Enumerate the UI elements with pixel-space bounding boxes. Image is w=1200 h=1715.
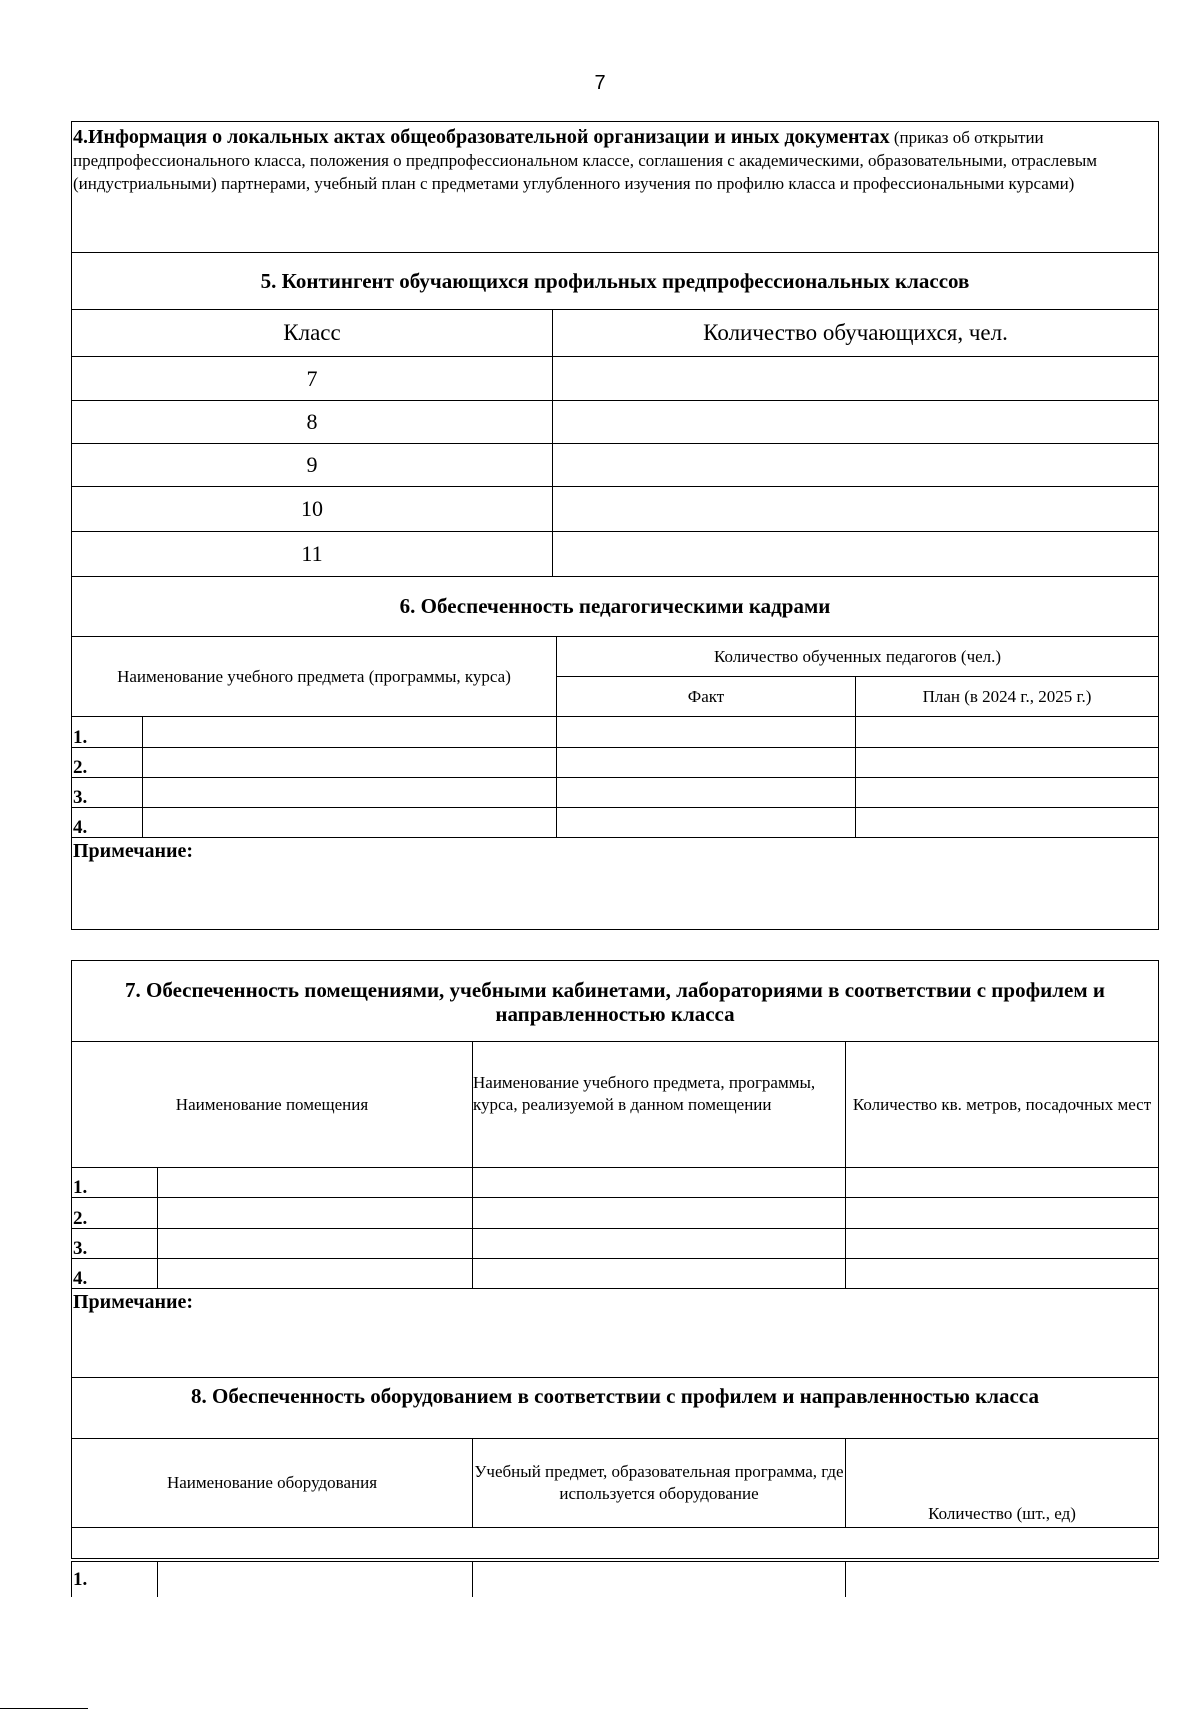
section7-col-area: Количество кв. метров, посадочных мест <box>846 1042 1159 1168</box>
section7-subject-cell[interactable] <box>473 1259 846 1289</box>
section5-col-class: Класс <box>72 310 553 357</box>
section7-subject-cell[interactable] <box>473 1229 846 1259</box>
section8-title: 8. Обеспеченность оборудованием в соответствии с профилем и направленностью класса <box>72 1378 1159 1439</box>
section8-row-number: 1. <box>72 1562 158 1597</box>
section7-row <box>72 1229 1159 1259</box>
section7-room-cell[interactable] <box>158 1168 473 1198</box>
section5-count-cell[interactable] <box>553 401 1159 444</box>
section8-col-qty: Количество (шт., ед) <box>846 1439 1159 1528</box>
section6-subject-cell[interactable] <box>143 717 557 748</box>
section5-title: 5. Контингент обучающихся профильных предпрофессиональных классов <box>72 253 1159 310</box>
section6-row-number: 3. <box>72 778 143 808</box>
section8-col-equipment: Наименование оборудования <box>72 1439 473 1528</box>
section6-col-trained: Количество обученных педагогов (чел.) <box>557 637 1159 677</box>
section6-plan-cell[interactable] <box>856 748 1159 778</box>
section6-fact-cell[interactable] <box>557 778 856 808</box>
section8-spacer-row <box>72 1528 1159 1559</box>
section7-row-number: 3. <box>72 1229 158 1259</box>
section6-row-number: 2. <box>72 748 143 778</box>
section6-col-plan: План (в 2024 г., 2025 г.) <box>856 677 1159 717</box>
page-edge-mark <box>0 1708 88 1709</box>
section5-class-cell: 7 <box>72 357 553 401</box>
section6-row-number: 1. <box>72 717 143 748</box>
section7-subject-cell[interactable] <box>473 1198 846 1229</box>
section7-subject-cell[interactable] <box>473 1168 846 1198</box>
section7-room-cell[interactable] <box>158 1259 473 1289</box>
section7-row <box>72 1198 1159 1229</box>
section6-plan-cell[interactable] <box>856 778 1159 808</box>
section8-row <box>72 1562 1159 1597</box>
section8-subject-cell[interactable] <box>473 1562 846 1597</box>
section7-row-number: 1. <box>72 1168 158 1198</box>
section5-row <box>72 401 1159 444</box>
section5-row <box>72 532 1159 577</box>
section6-title: 6. Обеспеченность педагогическими кадрами <box>72 577 1159 637</box>
section5-class-cell: 10 <box>72 487 553 532</box>
section6-plan-cell[interactable] <box>856 808 1159 838</box>
section7-area-cell[interactable] <box>846 1259 1159 1289</box>
section4-title: 4.Информация о локальных актах общеобразовательной организации и иных документах <box>73 126 890 148</box>
section4-text: (приказ об открытии предпрофессионального класса, положения о предпрофессиональном классе, соглашения с академическими, образовательными, отраслевым (индустриальными) партнерами, учебный план с предметами углубленного изучения по профилю класса и профессиональными курсами) <box>73 128 1098 193</box>
section5-col-count: Количество обучающихся, чел. <box>553 310 1159 357</box>
section5-count-cell[interactable] <box>553 357 1159 401</box>
section7-row <box>72 1259 1159 1289</box>
section6-row-number: 4. <box>72 808 143 838</box>
section5-row <box>72 357 1159 401</box>
section6-fact-cell[interactable] <box>557 748 856 778</box>
section8-col-subject: Учебный предмет, образовательная программа, где используется оборудование <box>473 1439 846 1528</box>
section7-row <box>72 1168 1159 1198</box>
form-table-sections-4-6 <box>71 121 1159 930</box>
section4-info <box>72 122 1159 253</box>
section7-area-cell[interactable] <box>846 1229 1159 1259</box>
section6-col-subject: Наименование учебного предмета (программы, курса) <box>72 637 557 717</box>
section6-note[interactable]: Примечание: <box>72 838 1159 930</box>
section5-count-cell[interactable] <box>553 487 1159 532</box>
section7-area-cell[interactable] <box>846 1168 1159 1198</box>
section6-subject-cell[interactable] <box>143 778 557 808</box>
section6-fact-cell[interactable] <box>557 717 856 748</box>
section5-row <box>72 444 1159 487</box>
section6-col-fact: Факт <box>557 677 856 717</box>
section5-count-cell[interactable] <box>553 444 1159 487</box>
section5-class-cell: 8 <box>72 401 553 444</box>
section7-title: 7. Обеспеченность помещениями, учебными кабинетами, лабораториями в соответствии с профилем и направленностью класса <box>72 961 1159 1042</box>
section6-row <box>72 717 1159 748</box>
section7-col-subject: Наименование учебного предмета, программы, курса, реализуемой в данном помещении <box>473 1042 846 1168</box>
section7-area-cell[interactable] <box>846 1198 1159 1229</box>
section5-class-cell: 11 <box>72 532 553 577</box>
section5-count-cell[interactable] <box>553 532 1159 577</box>
section7-note[interactable]: Примечание: <box>72 1289 1159 1378</box>
page-number: 7 <box>594 72 606 94</box>
section6-subject-cell[interactable] <box>143 748 557 778</box>
section7-room-cell[interactable] <box>158 1198 473 1229</box>
section8-equipment-cell[interactable] <box>158 1562 473 1597</box>
section7-col-room: Наименование помещения <box>72 1042 473 1168</box>
form-table-sections-7-8 <box>71 960 1159 1559</box>
section5-row <box>72 487 1159 532</box>
section7-row-number: 4. <box>72 1259 158 1289</box>
section6-subject-cell[interactable] <box>143 808 557 838</box>
section6-row <box>72 778 1159 808</box>
section5-class-cell: 9 <box>72 444 553 487</box>
section7-row-number: 2. <box>72 1198 158 1229</box>
section7-room-cell[interactable] <box>158 1229 473 1259</box>
section6-row <box>72 748 1159 778</box>
section8-qty-cell[interactable] <box>846 1562 1159 1597</box>
section8-rows-table <box>71 1561 1159 1597</box>
section6-plan-cell[interactable] <box>856 717 1159 748</box>
section6-fact-cell[interactable] <box>557 808 856 838</box>
section6-row <box>72 808 1159 838</box>
